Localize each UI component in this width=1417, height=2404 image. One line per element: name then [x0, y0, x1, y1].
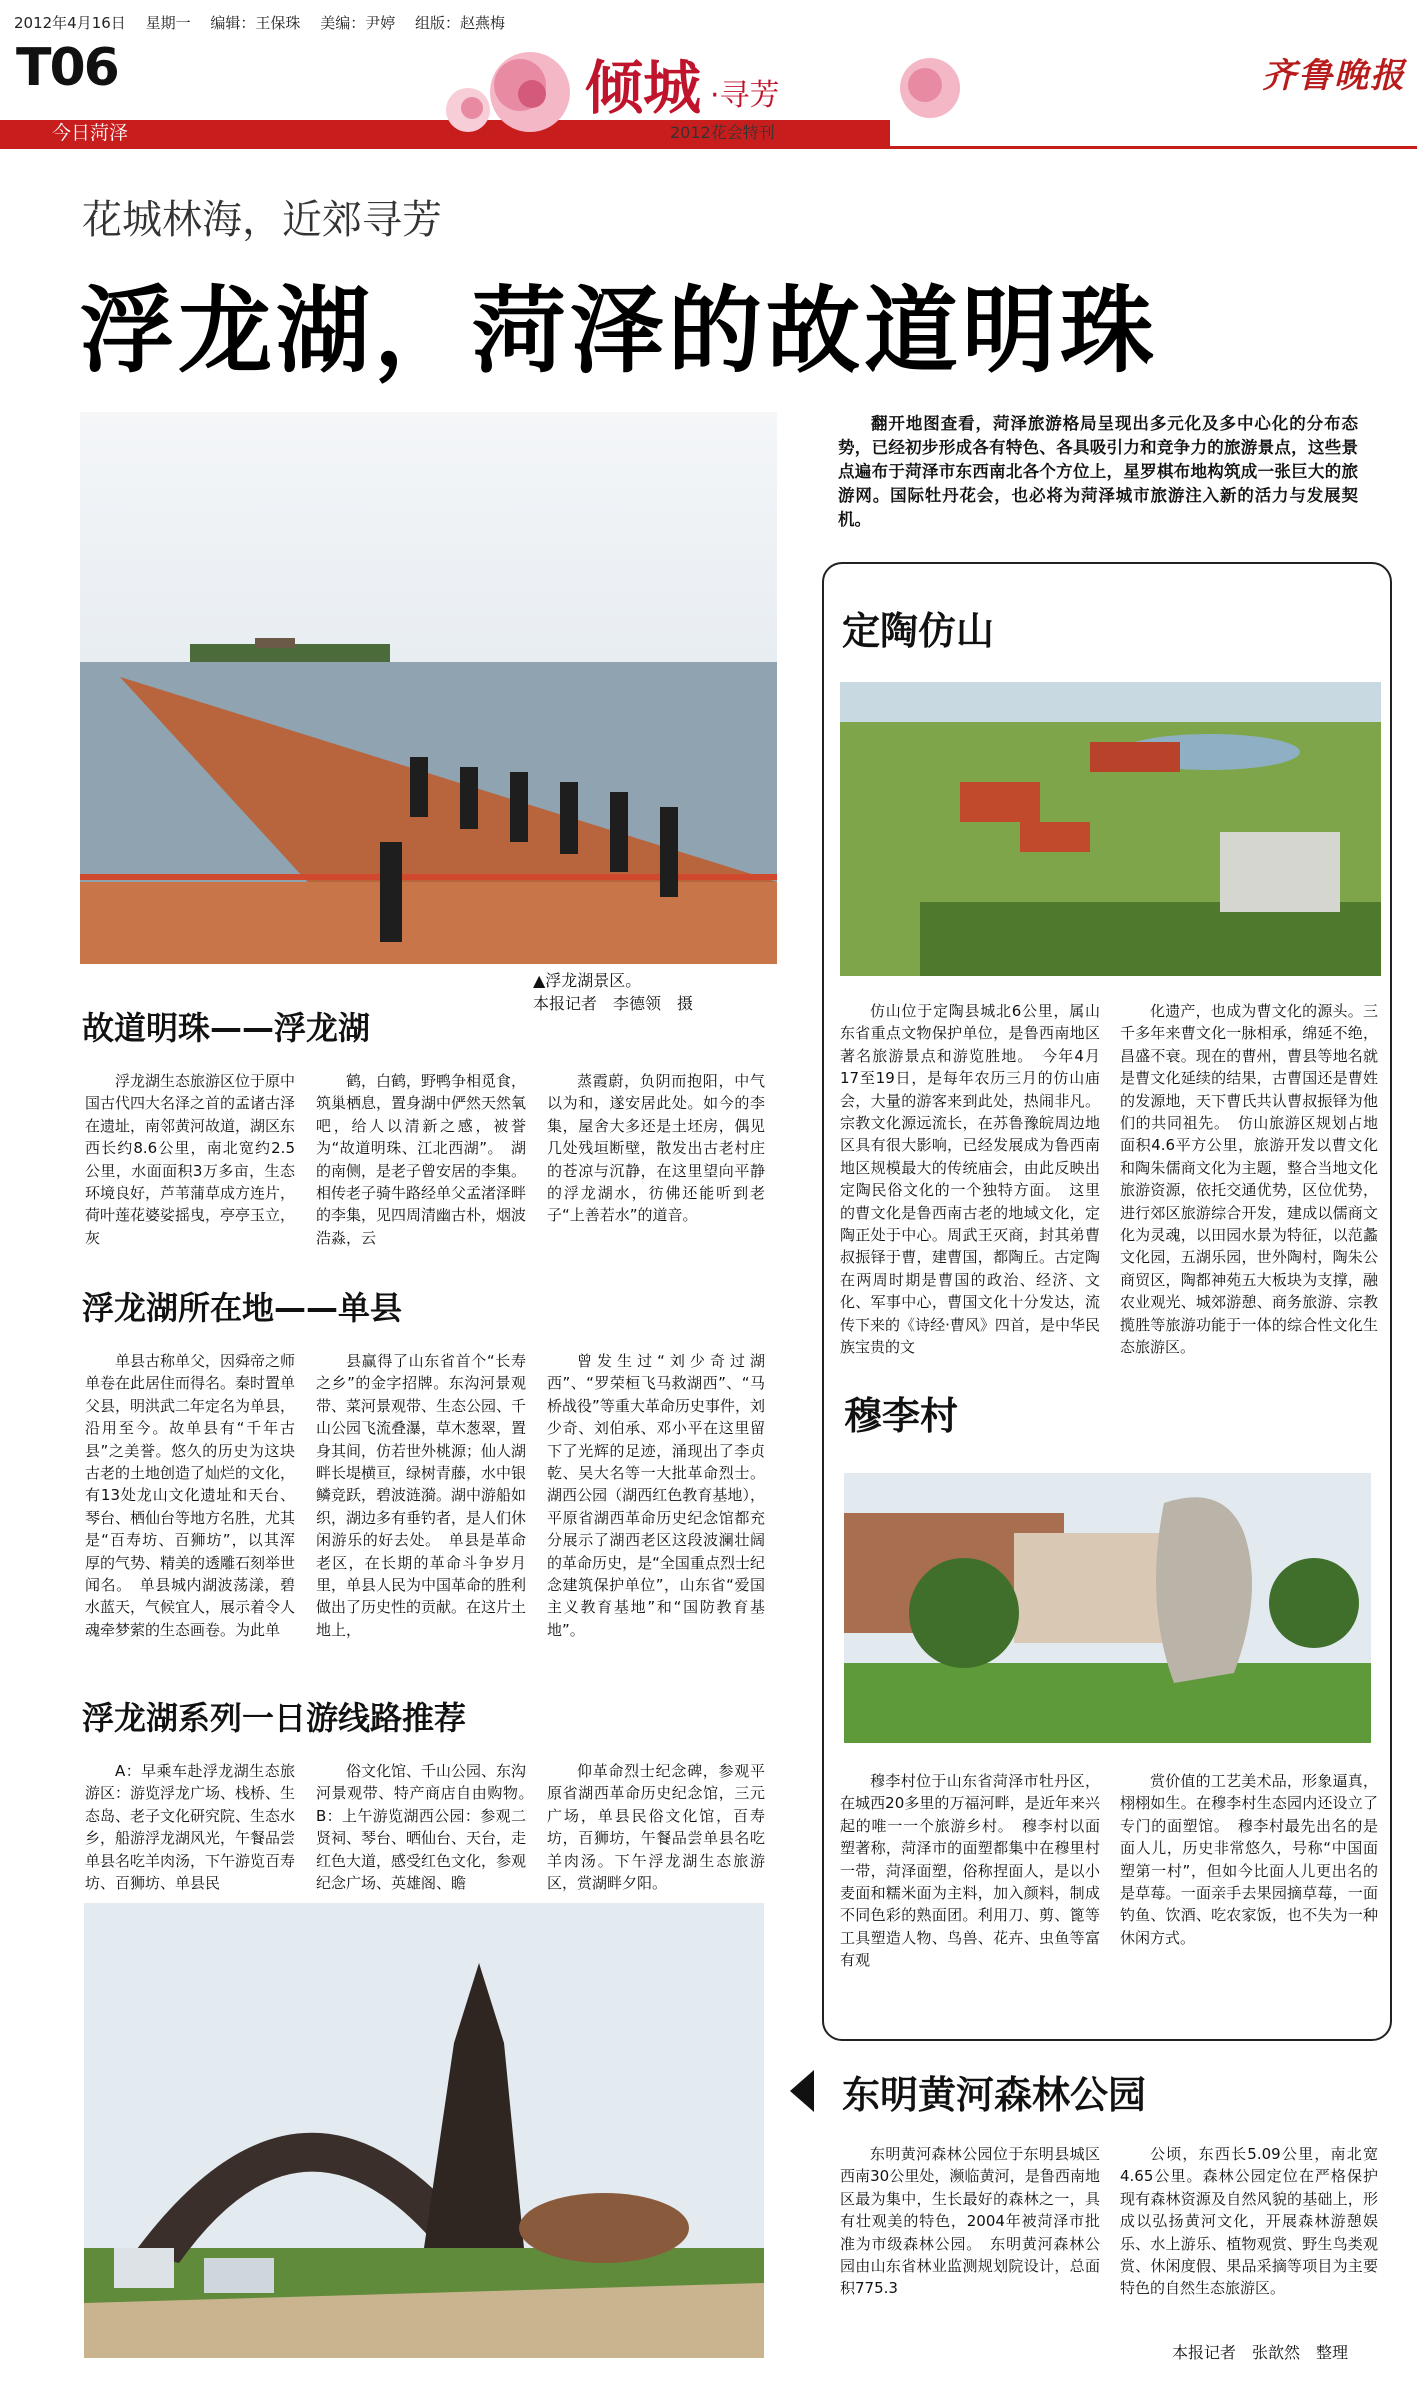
- art-credit: 美编：尹婷: [320, 14, 396, 32]
- kicker: 花城林海，近郊寻芳: [82, 197, 442, 243]
- page-number: T06: [16, 38, 118, 98]
- r1-col-1: 仿山位于定陶县城北6公里，属山东省重点文物保护单位，是鲁西南地区著名旅游景点和游览胜地。 今年4月17至19日，是每年农历三月的仿山庙会，大量的游客来到此处，热闹非凡。宗教文化源远流长，在苏鲁豫皖周边地区具有很大影响，已经发展成为鲁西南地区规模最大的传统庙会，由此反映出定陶民俗文化的一个独特方面。 这里的曹文化是鲁西南古老的地域文化，定陶正处于中心。周武王灭商，封其弟曹叔振铎于曹，建曹国，都陶丘。古定陶在两周时期是曹国的政治、经济、文化、军事中心，曹国文化十分发达，流传下来的《诗经·曹风》四首，是中华民族宝贵的文: [840, 1002, 1100, 1357]
- s3-col-1: A：早乘车赴浮龙湖生态旅游区：游览浮龙广场、栈桥、生态岛、老子文化研究院、生态水乡，船游浮龙湖风光，午餐品尝单县名吃羊肉汤，下午游览百寿坊、百狮坊、单县民: [85, 1762, 296, 1893]
- section-bar: 今日菏泽: [0, 120, 890, 146]
- section-title-dongming: 东明黄河森林公园: [842, 2073, 1147, 2117]
- r3-col-2: 公顷，东西长5.09公里，南北宽4.65公里。森林公园定位在严格保护现有森林资源及自然风貌的基础上，形成以弘扬黄河文化，开展森林游憩娱乐、水上游乐、植物观赏、野生鸟类观赏、休闲度假、果品采摘等项目为主要特色的自然生态旅游区。: [1120, 2145, 1378, 2298]
- section-title-shanxian: 浮龙湖所在地——单县: [82, 1289, 403, 1327]
- headline: 浮龙湖，菏泽的故道明珠: [80, 277, 1159, 386]
- issue-date: 2012年4月16日: [14, 14, 126, 32]
- s2-col-3: 曾发生过“刘少奇过湖西”、“罗荣桓飞马救湖西”、“马桥战役”等重大革命历史事件，刘少奇、刘伯承、邓小平在这里留下了光辉的足迹，涌现出了李贞乾、吴大名等一大批革命烈士。湖西公园（湖西红色教育基地），平原省湖西革命历史纪念馆都充分展示了湖西老区这段波澜壮阔的革命历史，是“全国重点烈士纪念建筑保护单位”，山东省“爱国主义教育基地”和“国防教育基地”。: [547, 1352, 765, 1639]
- arrow-left-icon: [790, 2070, 814, 2112]
- fulong-lake-photo: [80, 412, 777, 964]
- s2-col-1: 单县古称单父，因舜帝之师单卷在此居住而得名。秦时置单父县，明洪武二年定名为单县，沿用至今。故单县有“千年古县”之美誉。悠久的历史为这块古老的土地创造了灿烂的文化，有13处龙山文化遗址和天台、琴台、栖仙台等地方名胜，尤其是“百寿坊、百狮坊”，以其浑厚的气势、精美的透雕石刻举世闻名。 单县城内湖波荡漾，碧水蓝天，气候宜人，展示着令人魂牵梦萦的生态画卷。为此单: [85, 1352, 296, 1639]
- s3-col-3: 仰革命烈士纪念碑，参观平原省湖西革命历史纪念馆，三元广场，单县民俗文化馆，百寿坊，百狮坊，午餐品尝单县名吃羊肉汤。下午浮龙湖生态旅游区，赏湖畔夕阳。: [547, 1762, 765, 1893]
- column-title: 倾城: [585, 56, 702, 121]
- r1-col-2: 化遗产，也成为曹文化的源头。三千多年来曹文化一脉相承，绵延不绝，昌盛不衰。现在的曹州，曹县等地名就是曹文化延续的结果，古曹国还是曹姓的发源地，天下曹氏共认曹叔振铎为他们的共同祖先。 仿山旅游区规划占地面积4.6平方公里，旅游开发以曹文化和陶朱儒商文化为主题，整合当地文化旅游资源，依托交通优势，区位优势，进行郊区旅游综合开发，建成以儒商文化为灵魂，以田园水景为特征，以范蠡文化园，五湖乐园，世外陶村，陶朱公商贸区，陶都神苑五大板块为支撑，融农业观光、城郊游憩、商务旅游、宗教揽胜等旅游功能于一体的综合性文化生态旅游区。: [1120, 1002, 1378, 1357]
- fangshan-photo: [840, 682, 1381, 976]
- peony-left-icon: [446, 52, 570, 132]
- s1-col-1: 浮龙湖生态旅游区位于原中国古代四大名泽之首的孟诸古泽在遗址，南邻黄河故道，湖区东西长约8.6公里，南北宽约2.5公里，水面面积3万多亩，生态环境良好，芦苇蒲草成方连片，荷叶莲花婆娑摇曳，亭亭玉立，灰: [85, 1072, 296, 1247]
- column-banner: [420, 30, 980, 148]
- section-title-mulicun: 穆李村: [844, 1394, 959, 1438]
- s1-col-3: 蒸霞蔚，负阴而抱阳，中气以为和，遂安居此处。如今的李集，屋舍大多还是土坯房，偶见几处残垣断壁，散发出古老村庄的苍凉与沉静，在这里望向平静的浮龙湖水，彷佛还能听到老子“上善若水”的道音。: [547, 1072, 765, 1225]
- sign-off: 本报记者 张歆然 整理: [1172, 2343, 1349, 2362]
- paper-logo: 齐鲁晚报: [1262, 56, 1406, 96]
- photo-caption: ▲浮龙湖景区。: [533, 971, 642, 990]
- editor-credit: 编辑：王保珠: [210, 14, 301, 32]
- section-title-tour-route: 浮龙湖系列一日游线路推荐: [82, 1699, 467, 1737]
- s3-col-2: 俗文化馆、千山公园、东沟河景观带、特产商店自由购物。 B：上午游览湖西公园：参观二贤祠、琴台、晒仙台、天台，走红色大道，感受红色文化，参观纪念广场、英雄阁、瞻: [316, 1762, 542, 1893]
- section-title-dingtao: 定陶仿山: [842, 609, 995, 653]
- r2-col-2: 赏价值的工艺美术品，形象逼真，栩栩如生。在穆李村生态园内还设立了专门的面塑馆。 穆李村最先出名的是面人儿，历史非常悠久，号称“中国面塑第一村”，但如今比面人儿更出名的是草莓。一面亲手去果园摘草莓，一面钓鱼、饮酒、吃农家饭，也不失为一种休闲方式。: [1120, 1772, 1378, 1947]
- photo-credit: 本报记者 李德领 摄: [533, 994, 694, 1013]
- r2-col-1: 穆李村位于山东省菏泽市牡丹区，在城西20多里的万福河畔，是近年来兴起的唯一一个旅游乡村。 穆李村以面塑著称，菏泽市的面塑都集中在穆里村一带，菏泽面塑，俗称捏面人，是以小麦面和糯米面为主料，加入颜料，制成不同色彩的熟面团。利用刀、剪、篦等工具塑造人物、鸟兽、花卉、虫鱼等富有观: [840, 1772, 1100, 1970]
- forest-arch-photo: [84, 1903, 764, 2358]
- s1-col-2: 鹤，白鹤，野鸭争相觅食，筑巢栖息，置身湖中俨然天然氧吧，给人以清新之感，被誉为“故道明珠、江北西湖”。 湖的南侧，是老子曾安居的李集。相传老子骑牛路经单父孟渚泽畔的李集，见四周清幽古朴，烟波浩淼，云: [316, 1072, 527, 1247]
- s2-col-2: 县赢得了山东省首个“长寿之乡”的金字招牌。东沟河景观带、菜河景观带、生态公园、千山公园飞流叠瀑，草木葱翠，置身其间，仿若世外桃源；仙人湖畔长堤横亘，绿树青藤，水中银鳞竞跃，碧波涟漪。湖中游船如织，湖边多有垂钓者，是人们休闲游乐的好去处。 单县是革命老区，在长期的革命斗争岁月里，单县人民为中国革命的胜利做出了历史性的贡献。在这片土地上，: [316, 1352, 527, 1639]
- section-title-fulong: 故道明珠——浮龙湖: [82, 1009, 371, 1047]
- issue-weekday: 星期一: [145, 14, 191, 32]
- layout-credit: 组版：赵燕梅: [414, 14, 505, 32]
- column-subtitle: ·寻芳: [710, 78, 780, 113]
- mulicun-photo: [844, 1473, 1371, 1743]
- peony-right-icon: [900, 58, 960, 118]
- intro-paragraph: 翻开地图查看，菏泽旅游格局呈现出多元化及多中心化的分布态势，已经初步形成各有特色、各具吸引力和竞争力的旅游景点，这些景点遍布于菏泽市东西南北各个方位上，星罗棋布地构筑成一张巨大的旅游网。国际牡丹花会，也必将为菏泽城市旅游注入新的活力与发展契机。: [838, 414, 1358, 529]
- special-issue-label: 2012花会特刊: [670, 123, 775, 142]
- r3-col-1: 东明黄河森林公园位于东明县城区西南30公里处，濒临黄河，是鲁西南地区最为集中，生长最好的森林之一，具有壮观美的特色，2004年被菏泽市批准为市级森林公园。 东明黄河森林公园由山东省林业监测规划院设计，总面积775.3: [840, 2145, 1100, 2298]
